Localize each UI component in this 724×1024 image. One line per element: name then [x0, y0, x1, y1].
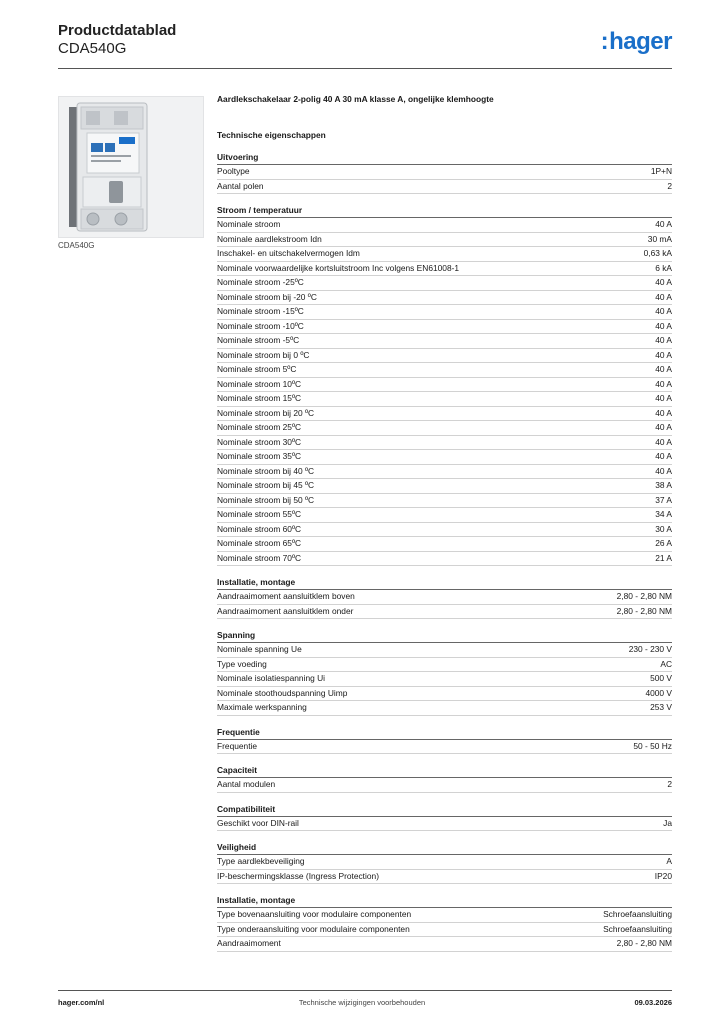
spec-row [217, 701, 672, 716]
footer-divider [58, 990, 672, 991]
document-header [58, 22, 176, 58]
spec-section [217, 151, 672, 194]
hager-logo: :hager [600, 28, 672, 55]
spec-row [217, 923, 672, 938]
spec-row [217, 305, 672, 320]
spec-row [217, 247, 672, 262]
spec-value: 2,80 - 2,80 NM [616, 591, 672, 601]
spec-value: 40 A [655, 407, 672, 418]
spec-value: 40 A [655, 364, 672, 374]
spec-row [217, 658, 672, 673]
spec-label: Nominale stroom [217, 219, 281, 229]
spec-row [217, 421, 672, 436]
spec-label: Nominale stroom -15ºC [217, 306, 304, 316]
spec-row [217, 334, 672, 349]
spec-label: Nominale stroom 65ºC [217, 538, 302, 548]
spec-value: 30 mA [647, 233, 672, 244]
spec-label: Inschakel- en uitschakelvermogen Idm [217, 248, 360, 258]
spec-section [217, 576, 672, 619]
spec-row [217, 165, 672, 180]
spec-value: 40 A [655, 378, 672, 389]
spec-label: Nominale stroom 10ºC [217, 378, 302, 389]
spec-row [217, 605, 672, 620]
spec-section [217, 764, 672, 793]
spec-value: 40 A [655, 306, 672, 316]
spec-label: Nominale stroom 60ºC [217, 523, 302, 534]
spec-value: 2 [667, 779, 672, 789]
spec-label: Geschikt voor DIN-rail [217, 817, 299, 828]
spec-row [217, 436, 672, 451]
footer-website[interactable]: hager.com/nl [58, 998, 105, 1007]
spec-value: 40 A [655, 335, 672, 345]
section-title: Capaciteit [217, 764, 672, 778]
header-divider [58, 68, 672, 69]
spec-label: Pooltype [217, 166, 250, 176]
section-title: Frequentie [217, 726, 672, 740]
spec-label: Nominale stroom 5ºC [217, 364, 297, 374]
spec-label: IP-beschermingsklasse (Ingress Protection) [217, 870, 379, 881]
spec-value: 230 - 230 V [628, 644, 672, 654]
section-title: Uitvoering [217, 151, 672, 165]
spec-value: 34 A [655, 509, 672, 519]
spec-label: Nominale stroom 35ºC [217, 451, 302, 461]
spec-label: Aantal modulen [217, 779, 276, 789]
spec-section [217, 841, 672, 884]
spec-label: Type aardlekbeveiliging [217, 856, 305, 866]
spec-row [217, 262, 672, 277]
spec-row [217, 590, 672, 605]
spec-row [217, 465, 672, 480]
spec-value: 38 A [655, 480, 672, 490]
spec-value: Schroefaansluiting [603, 923, 672, 934]
spec-row [217, 687, 672, 702]
spec-value: 40 A [655, 465, 672, 476]
spec-label: Maximale werkspanning [217, 702, 307, 712]
spec-label: Aandraaimoment [217, 938, 281, 948]
section-title: Veiligheid [217, 841, 672, 855]
spec-section [217, 629, 672, 716]
footer-disclaimer: Technische wijzigingen voorbehouden [298, 998, 426, 1007]
spec-value: 0,63 kA [643, 248, 672, 258]
spec-row [217, 378, 672, 393]
spec-row [217, 778, 672, 793]
spec-label: Nominale stroom -25ºC [217, 277, 304, 287]
spec-value: 26 A [655, 538, 672, 548]
spec-label: Type onderaansluiting voor modulaire componenten [217, 923, 410, 934]
spec-label: Nominale stroom -5ºC [217, 335, 300, 345]
product-image-caption: CDA540G [58, 241, 95, 250]
spec-value: 40 A [655, 451, 672, 461]
section-title: Installatie, montage [217, 576, 672, 590]
spec-section [217, 726, 672, 755]
spec-row [217, 363, 672, 378]
spec-row [217, 817, 672, 832]
spec-label: Frequentie [217, 740, 258, 751]
spec-label: Aantal polen [217, 180, 264, 191]
spec-label: Nominale stroom bij -20 ºC [217, 291, 317, 302]
spec-row [217, 672, 672, 687]
spec-label: Nominale stroom bij 45 ºC [217, 480, 315, 490]
spec-row [217, 349, 672, 364]
spec-section [217, 204, 672, 566]
document-title: Productdatablad [58, 22, 177, 39]
spec-row [217, 180, 672, 195]
spec-section [217, 894, 672, 952]
spec-row [217, 494, 672, 509]
section-title: Spanning [217, 629, 672, 643]
section-title: Installatie, montage [217, 894, 672, 908]
spec-label: Aandraaimoment aansluitklem onder [217, 605, 354, 616]
spec-row [217, 320, 672, 335]
spec-label: Nominale stroom -10ºC [217, 320, 304, 331]
spec-value: 2 [667, 180, 672, 191]
spec-value: 4000 V [645, 687, 672, 698]
spec-row [217, 855, 672, 870]
spec-label: Nominale stroom 70ºC [217, 552, 302, 563]
spec-value: 40 A [655, 349, 672, 360]
spec-value: Ja [663, 817, 672, 828]
spec-value: 40 A [655, 277, 672, 287]
spec-value: 40 A [655, 219, 672, 229]
spec-row [217, 407, 672, 422]
circuit-breaker-picture [59, 97, 203, 237]
spec-value: 2,80 - 2,80 NM [616, 938, 672, 948]
spec-value: 30 A [655, 523, 672, 534]
spec-row [217, 218, 672, 233]
spec-label: Nominale stroom 30ºC [217, 436, 302, 447]
spec-value: 40 A [655, 422, 672, 432]
product-description: Aardlekschakelaar 2-polig 40 A 30 mA klasse A, ongelijke klemhoogte [217, 94, 494, 104]
spec-value: 21 A [655, 552, 672, 563]
spec-label: Nominale voorwaardelijke kortsluitstroom Inc volgens EN61008-1 [217, 262, 460, 273]
spec-value: AC [660, 658, 672, 669]
spec-value: 37 A [655, 494, 672, 505]
spec-row [217, 450, 672, 465]
spec-row [217, 537, 672, 552]
spec-label: Nominale stroom bij 50 ºC [217, 494, 315, 505]
spec-value: 1P+N [650, 166, 672, 176]
spec-value: 253 V [650, 702, 672, 712]
spec-value: 2,80 - 2,80 NM [616, 605, 672, 616]
spec-label: Nominale stroom bij 0 ºC [217, 349, 310, 360]
spec-label: Nominale stroom 55ºC [217, 509, 302, 519]
spec-value: 6 kA [655, 262, 672, 273]
section-title: Stroom / temperatuur [217, 204, 672, 218]
section-title: Compatibiliteit [217, 803, 672, 817]
spec-row [217, 552, 672, 567]
spec-row [217, 740, 672, 755]
spec-row [217, 392, 672, 407]
spec-value: 500 V [650, 673, 672, 683]
spec-sections [217, 151, 672, 952]
spec-row [217, 479, 672, 494]
spec-row [217, 643, 672, 658]
spec-row [217, 870, 672, 885]
spec-content [217, 93, 672, 962]
spec-section [217, 803, 672, 832]
spec-value: 40 A [655, 436, 672, 447]
spec-label: Type bovenaansluiting voor modulaire componenten [217, 909, 412, 919]
spec-value: 40 A [655, 320, 672, 331]
spec-label: Nominale stroom bij 20 ºC [217, 407, 315, 418]
spec-row [217, 291, 672, 306]
spec-label: Nominale aardlekstroom Idn [217, 233, 322, 244]
spec-label: Nominale spanning Ue [217, 644, 302, 654]
spec-value: A [666, 856, 672, 866]
product-image [58, 96, 204, 238]
spec-value: 40 A [655, 393, 672, 403]
spec-label: Nominale stoothoudspanning Uimp [217, 687, 348, 698]
spec-label: Aandraaimoment aansluitklem boven [217, 591, 355, 601]
spec-label: Nominale stroom bij 40 ºC [217, 465, 315, 476]
spec-row [217, 508, 672, 523]
spec-row [217, 233, 672, 248]
spec-value: 40 A [655, 291, 672, 302]
spec-label: Nominale isolatiespanning Ui [217, 673, 326, 683]
spec-label: Nominale stroom 25ºC [217, 422, 302, 432]
product-code: CDA540G [58, 40, 127, 57]
spec-value: Schroefaansluiting [603, 909, 672, 919]
tech-heading: Technische eigenschappen [217, 130, 326, 140]
spec-label: Nominale stroom 15ºC [217, 393, 302, 403]
spec-row [217, 937, 672, 952]
footer-date: 09.03.2026 [634, 998, 672, 1007]
spec-label: Type voeding [217, 658, 267, 669]
spec-row [217, 523, 672, 538]
spec-row [217, 908, 672, 923]
spec-value: 50 - 50 Hz [633, 740, 672, 751]
spec-value: IP20 [654, 870, 672, 881]
spec-row [217, 276, 672, 291]
